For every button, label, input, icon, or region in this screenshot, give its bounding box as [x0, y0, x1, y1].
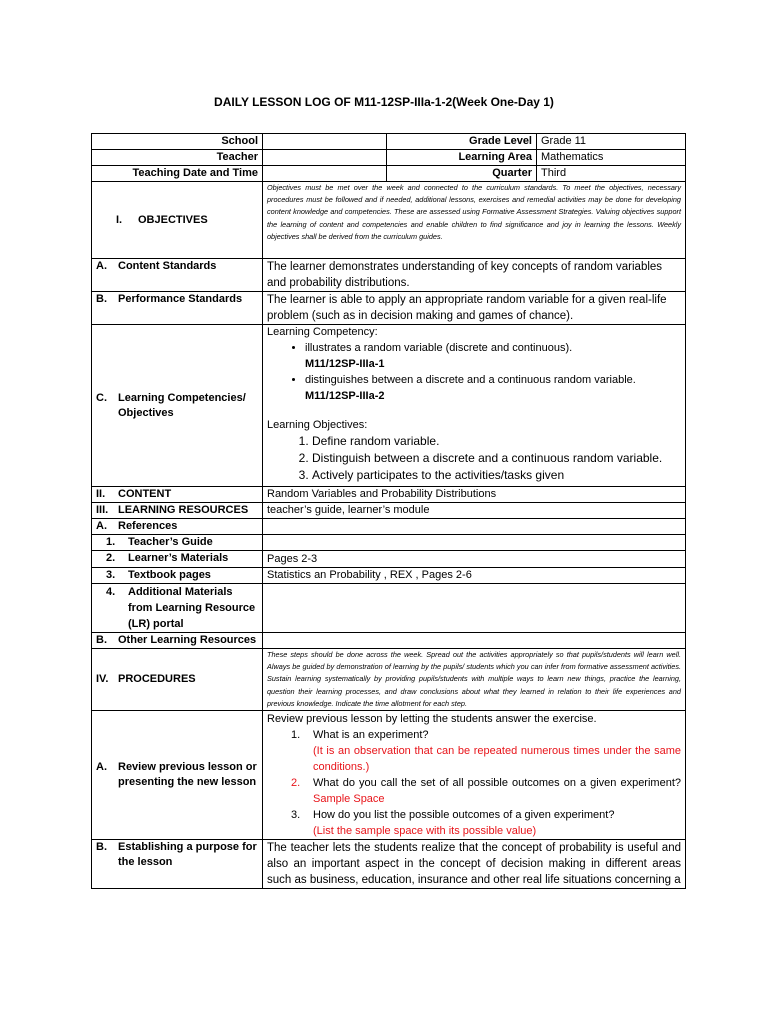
teacher-row	[92, 150, 686, 166]
content-cell	[92, 487, 263, 503]
resources-cell	[92, 503, 263, 519]
procedures-row	[92, 649, 686, 711]
content-label: CONTENT	[118, 488, 172, 500]
school-value[interactable]	[263, 134, 387, 150]
additional-materials-cell	[92, 584, 263, 633]
references-value	[263, 519, 686, 535]
learning-area-value: Mathematics	[537, 150, 686, 166]
question-text: What is an experiment?	[313, 729, 429, 742]
competencies-content	[263, 325, 686, 487]
other-resources-value	[263, 633, 686, 649]
question-num: 3.	[291, 809, 301, 822]
question-answer: (List the sample space with its possible value)	[313, 825, 537, 838]
performance-standards-cell	[92, 292, 263, 325]
other-resources-cell	[92, 633, 263, 649]
content-standards-cell	[92, 259, 263, 292]
competencies-cell	[92, 325, 263, 487]
competency-item	[305, 372, 681, 404]
learners-materials-num: 2.	[106, 552, 116, 564]
review-label: Review previous lesson or presenting the new lesson	[118, 761, 257, 789]
question-text: How do you list the possible outcomes of a given experiment?	[313, 809, 615, 822]
resources-label: LEARNING RESOURCES	[118, 504, 249, 516]
procedures-num: IV.	[96, 673, 109, 685]
review-content	[263, 711, 686, 840]
teachers-guide-label: Teacher’s Guide	[128, 536, 213, 548]
content-standards-num: A.	[96, 260, 107, 272]
document-title: DAILY LESSON LOG OF M11-12SP-IIIa-1-2(Week One-Day 1)	[214, 95, 554, 109]
teachers-guide-row	[92, 535, 686, 551]
purpose-row	[92, 840, 686, 889]
performance-standards-label: Performance Standards	[118, 293, 243, 305]
competencies-label: Learning Competencies/ Objectives	[118, 391, 246, 419]
question-answer: (It is an observation that can be repeated numerous times under the same conditions.)	[313, 745, 681, 774]
procedures-cell	[92, 649, 263, 711]
content-text: Random Variables and Probability Distributions	[263, 487, 686, 503]
content-standards-row	[92, 259, 686, 292]
quarter-label: Quarter	[387, 166, 537, 182]
references-cell	[92, 519, 263, 535]
question-num: 2.	[291, 777, 301, 790]
references-row	[92, 519, 686, 535]
content-standards-label: Content Standards	[118, 260, 217, 272]
learners-materials-value: Pages 2-3	[263, 551, 686, 568]
competency-item	[305, 340, 681, 372]
question-text: What do you call the set of all possible outcomes on a given experiment?	[313, 777, 681, 790]
competency-heading: Learning Competency:	[267, 326, 378, 338]
learners-materials-cell	[92, 551, 263, 568]
question-num: 1.	[291, 729, 301, 742]
review-num: A.	[96, 761, 107, 774]
teachers-guide-num: 1.	[106, 536, 116, 548]
performance-standards-row	[92, 292, 686, 325]
purpose-text: The teacher lets the students realize that the concept of probability is useful and also an important aspect in the concept of decision making in different areas such as business, education, insurance and other real life situations concerning a	[263, 840, 686, 889]
references-label: References	[118, 520, 178, 532]
performance-standards-text: The learner is able to apply an appropriate random variable for a given real-life problem (such as in decision making and games of chance).	[263, 292, 686, 325]
teachers-guide-value	[263, 535, 686, 551]
grade-level-value: Grade 11	[537, 134, 686, 150]
objectives-label: OBJECTIVES	[138, 213, 208, 226]
quarter-value: Third	[537, 166, 686, 182]
additional-materials-label: Additional Materials from Learning Resource (LR) portal	[128, 586, 256, 630]
other-resources-num: B.	[96, 634, 107, 646]
review-row	[92, 711, 686, 840]
textbook-pages-row	[92, 568, 686, 584]
date-value[interactable]	[263, 166, 387, 182]
grade-level-label: Grade Level	[387, 134, 537, 150]
textbook-pages-label: Textbook pages	[128, 569, 211, 581]
learning-area-label: Learning Area	[387, 150, 537, 166]
objectives-row	[92, 182, 686, 259]
additional-materials-num: 4.	[106, 586, 116, 598]
performance-standards-num: B.	[96, 293, 107, 305]
resources-num: III.	[96, 504, 109, 516]
review-question	[267, 807, 681, 839]
purpose-label: Establishing a purpose for the lesson	[118, 841, 257, 869]
objectives-cell	[92, 182, 263, 259]
competencies-num: C.	[96, 391, 107, 404]
content-row	[92, 487, 686, 503]
textbook-pages-cell	[92, 568, 263, 584]
learning-objective: 2. Distinguish between a discrete and a continuous random variable.	[312, 450, 681, 467]
purpose-num: B.	[96, 841, 107, 854]
date-label: Teaching Date and Time	[92, 166, 263, 182]
competency-list	[267, 340, 681, 404]
learning-objective: 1. Define random variable.	[312, 433, 681, 450]
purpose-cell	[92, 840, 263, 889]
learners-materials-label: Learner’s Materials	[128, 552, 229, 564]
resources-row	[92, 503, 686, 519]
references-num: A.	[96, 520, 107, 532]
other-resources-label: Other Learning Resources	[118, 634, 257, 646]
review-question	[267, 775, 681, 807]
school-row	[92, 134, 686, 150]
content-num: II.	[96, 488, 106, 500]
teacher-value[interactable]	[263, 150, 387, 166]
lesson-log-table	[91, 133, 686, 889]
additional-materials-value	[263, 584, 686, 633]
learners-materials-row	[92, 551, 686, 568]
learning-objective: 3. Actively participates to the activities/tasks given	[312, 467, 681, 484]
additional-materials-row	[92, 584, 686, 633]
review-intro: Review previous lesson by letting the students answer the exercise.	[267, 713, 597, 726]
competency-code: M11/12SP-IIIa-1	[305, 358, 385, 370]
competency-text: distinguishes between a discrete and a continuous random variable.	[305, 374, 636, 386]
objectives-num: I.	[116, 213, 123, 226]
question-answer: Sample Space	[313, 793, 385, 806]
teachers-guide-cell	[92, 535, 263, 551]
content-standards-text: The learner demonstrates understanding of key concepts of random variables and probability distributions.	[263, 259, 686, 292]
competency-text: illustrates a random variable (discrete and continuous).	[305, 342, 573, 354]
textbook-pages-value: Statistics an Probability , REX , Pages 2-6	[263, 568, 686, 584]
review-question	[267, 727, 681, 775]
other-resources-row	[92, 633, 686, 649]
review-cell	[92, 711, 263, 840]
procedures-label: PROCEDURES	[118, 673, 196, 685]
textbook-pages-num: 3.	[106, 569, 116, 581]
competency-code: M11/12SP-IIIa-2	[305, 390, 385, 402]
date-row	[92, 166, 686, 182]
teacher-label: Teacher	[92, 150, 263, 166]
competencies-row	[92, 325, 686, 487]
resources-text: teacher’s guide, learner’s module	[263, 503, 686, 519]
objectives-heading: Learning Objectives:	[267, 419, 368, 431]
procedures-note: These steps should be done across the week. Spread out the activities appropriately so that pupils/students will learn well. Always be guided by demonstration of learning by the pupils/ students which you can infer from formative assessment activities. Sustain learning systematically by providing pupils/students with multiple ways to learn new things, practice the learning, question their learning processes, and draw conclusions about what they learned in relation to their life experiences and previous knowledge. Indicate the time allotment for each step.	[263, 649, 686, 711]
objectives-note: Objectives must be met over the week and connected to the curriculum standards. To meet the objectives, necessary procedures must be followed and if needed, additional lessons, exercises and remedial activities may be done for developing content knowledge and competencies. These are assessed using Formative Assessment Strategies. Valuing objectives support the learning of content and competencies and enable children to find significance and joy in learning the lessons. Weekly objectives shall be derived from the curriculum guides.	[263, 182, 686, 259]
learning-objectives-list	[267, 433, 681, 484]
school-label: School	[92, 134, 263, 150]
